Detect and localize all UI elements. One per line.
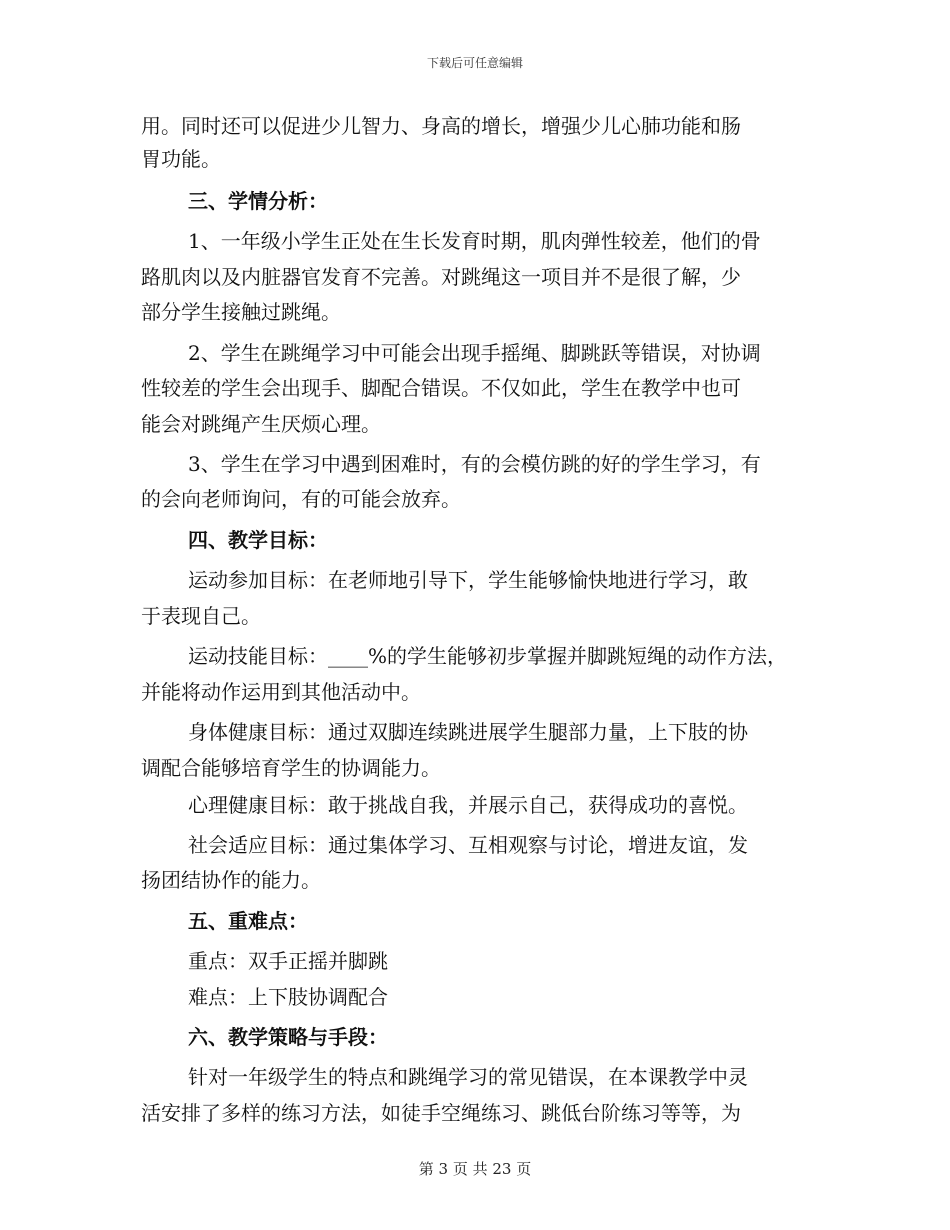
paragraph-line: 运动技能目标：____%的学生能够初步掌握并脚跳短绳的动作方法， xyxy=(188,644,788,668)
section-heading: 三、学情分析： xyxy=(188,189,328,213)
paragraph-line: 于表现自己。 xyxy=(141,604,261,628)
paragraph-line: 并能将动作运用到其他活动中。 xyxy=(141,680,421,704)
paragraph-line: 3、学生在学习中遇到困难时，有的会模仿跳的好的学生学习，有 xyxy=(188,452,761,476)
paragraph-line: 路肌肉以及内脏器官发育不完善。对跳绳这一项目并不是很了解，少 xyxy=(141,265,741,289)
paragraph-line: 部分学生接触过跳绳。 xyxy=(141,300,341,324)
paragraph-line: 性较差的学生会出现手、脚配合错误。不仅如此，学生在教学中也可 xyxy=(141,376,741,400)
paragraph-line: 2、学生在跳绳学习中可能会出现手摇绳、脚跳跃等错误，对协调 xyxy=(188,341,761,365)
section-heading: 五、重难点： xyxy=(188,909,308,933)
paragraph-line: 运动参加目标：在老师地引导下，学生能够愉快地进行学习，敢 xyxy=(188,568,748,592)
section-heading: 六、教学策略与手段： xyxy=(188,1025,388,1049)
paragraph-line: 1、一年级小学生正处在生长发育时期，肌肉弹性较差，他们的骨 xyxy=(188,229,761,253)
paragraph-line: 针对一年级学生的特点和跳绳学习的常见错误，在本课教学中灵 xyxy=(188,1065,748,1089)
paragraph-line: 难点：上下肢协调配合 xyxy=(188,985,388,1009)
paragraph-line: 身体健康目标：通过双脚连续跳进展学生腿部力量，上下肢的协 xyxy=(188,720,748,744)
paragraph-line: 调配合能够培育学生的协调能力。 xyxy=(141,756,441,780)
paragraph-line: 胃功能。 xyxy=(141,147,221,171)
page-header: 下载后可任意编辑 xyxy=(426,56,523,70)
paragraph-line: 重点：双手正摇并脚跳 xyxy=(188,949,388,973)
paragraph-line: 活安排了多样的练习方法，如徒手空绳练习、跳低台阶练习等等，为 xyxy=(141,1101,741,1125)
paragraph-line: 能会对跳绳产生厌烦心理。 xyxy=(141,412,381,436)
paragraph-line: 用。同时还可以促进少儿智力、身高的增长，增强少儿心肺功能和肠 xyxy=(141,114,741,138)
page-footer: 第 3 页 共 23 页 xyxy=(418,1160,532,1178)
section-heading: 四、教学目标： xyxy=(188,528,328,552)
paragraph-line: 的会向老师询问，有的可能会放弃。 xyxy=(141,487,461,511)
paragraph-line: 扬团结协作的能力。 xyxy=(141,868,321,892)
paragraph-line: 心理健康目标：敢于挑战自我，并展示自己，获得成功的喜悦。 xyxy=(188,793,748,817)
paragraph-line: 社会适应目标：通过集体学习、互相观察与讨论，增进友谊，发 xyxy=(188,833,748,857)
